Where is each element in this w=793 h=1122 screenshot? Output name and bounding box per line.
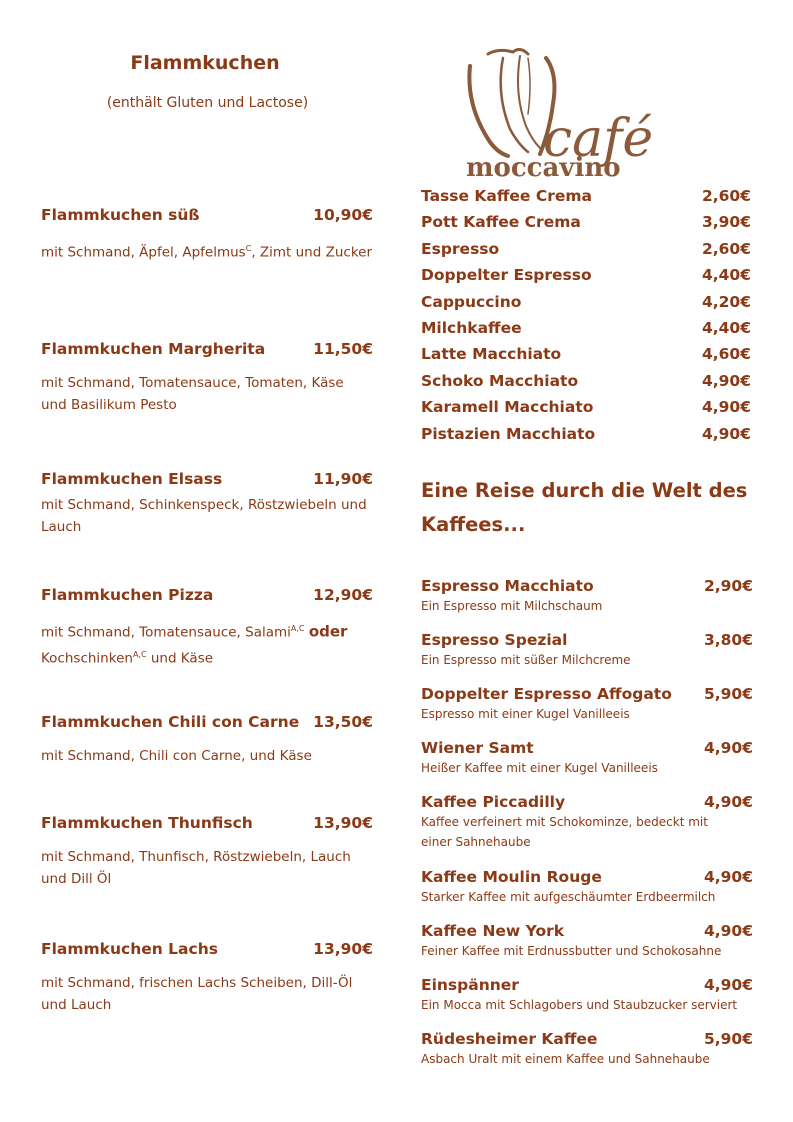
item-price: 11,50€ — [313, 340, 373, 358]
item-description: mit Schmand, Tomatensauce, Salami$^{A,C}$ oder Kochschinken$^{A,C}$ und Käse — [41, 622, 348, 666]
logo-brand-text: moccavino — [466, 153, 621, 180]
list-item: Milchkaffee 4,40€ — [421, 318, 751, 337]
menu-item-flammkuchen-elsass — [41, 470, 373, 538]
special-item: Espresso Spezial 3,80€ Ein Espresso mit süßer Milchcreme — [421, 631, 753, 667]
item-name: Flammkuchen Pizza — [41, 586, 214, 604]
special-item: Doppelter Espresso Affogato 5,90€ Espresso mit einer Kugel Vanilleeis — [421, 685, 753, 721]
item-price: 13,50€ — [313, 713, 373, 731]
item-price: 12,90€ — [313, 586, 373, 604]
item-description: mit Schmand, Äpfel, Apfelmus$^C$, Zimt und Zucker — [41, 244, 373, 261]
menu-item-flammkuchen-margherita — [41, 340, 373, 416]
item-description: mit Schmand, Schinkenspeck, Röstzwiebeln und Lauch — [41, 497, 367, 535]
list-item: Espresso 2,60€ — [421, 239, 751, 258]
item-description: mit Schmand, Thunfisch, Röstzwiebeln, Lauch und Dill Öl — [41, 849, 351, 887]
menu-item-flammkuchen-suess — [41, 206, 373, 264]
list-item: Schoko Macchiato 4,90€ — [421, 371, 751, 390]
list-item: Pott Kaffee Crema 3,90€ — [421, 213, 751, 232]
cafe-moccavino-logo — [458, 44, 683, 180]
item-price: 10,90€ — [313, 206, 373, 224]
item-description: mit Schmand, Chili con Carne, und Käse — [41, 748, 312, 764]
item-description: mit Schmand, Tomatensauce, Tomaten, Käse und Basilikum Pesto — [41, 375, 344, 413]
item-price: 13,90€ — [313, 940, 373, 958]
item-price: 13,90€ — [313, 814, 373, 832]
list-item: Latte Macchiato 4,60€ — [421, 345, 751, 364]
menu-item-flammkuchen-lachs — [41, 940, 373, 1016]
special-item: Kaffee Moulin Rouge 4,90€ Starker Kaffee mit aufgeschäumter Erdbeermilch — [421, 868, 753, 904]
special-item: Espresso Macchiato 2,90€ Ein Espresso mit Milchschaum — [421, 577, 753, 613]
item-description: mit Schmand, frischen Lachs Scheiben, Dill-Öl und Lauch — [41, 975, 353, 1013]
special-item: Rüdesheimer Kaffee 5,90€ Asbach Uralt mit einem Kaffee und Sahnehaube — [421, 1030, 753, 1066]
list-item: Doppelter Espresso 4,40€ — [421, 266, 751, 285]
special-item: Einspänner 4,90€ Ein Mocca mit Schlagobers und Staubzucker serviert — [421, 976, 753, 1012]
section-heading: Eine Reise durch die Welt des Kaffees... — [421, 479, 748, 536]
menu-item-flammkuchen-chili — [41, 713, 373, 767]
menu-item-flammkuchen-pizza — [41, 586, 373, 669]
item-name: Flammkuchen Thunfisch — [41, 814, 253, 832]
list-item: Karamell Macchiato 4,90€ — [421, 398, 751, 417]
item-name: Flammkuchen süß — [41, 206, 200, 224]
item-name: Flammkuchen Elsass — [41, 470, 223, 488]
menu-item-flammkuchen-thunfisch — [41, 814, 373, 890]
special-item: Kaffee New York 4,90€ Feiner Kaffee mit Erdnussbutter und Schokosahne — [421, 922, 753, 958]
page-title: Flammkuchen — [130, 52, 280, 74]
list-item: Pistazien Macchiato 4,90€ — [421, 424, 751, 443]
list-item: Tasse Kaffee Crema 2,60€ — [421, 187, 751, 205]
special-item: Kaffee Piccadilly 4,90€ Kaffee verfeinert mit Schokominze, bedeckt mit einer Sahnehaube — [421, 793, 753, 849]
special-item: Wiener Samt 4,90€ Heißer Kaffee mit einer Kugel Vanilleeis — [421, 739, 753, 775]
list-item: Cappuccino 4,20€ — [421, 292, 751, 311]
coffee-list — [421, 183, 751, 447]
item-name: Flammkuchen Lachs — [41, 940, 218, 958]
item-name: Flammkuchen Chili con Carne — [41, 713, 300, 731]
item-price: 11,90€ — [313, 470, 373, 488]
item-name: Flammkuchen Margherita — [41, 340, 266, 358]
page-subtitle: (enthält Gluten und Lactose) — [106, 95, 309, 111]
logo-script-text: café — [543, 109, 654, 169]
